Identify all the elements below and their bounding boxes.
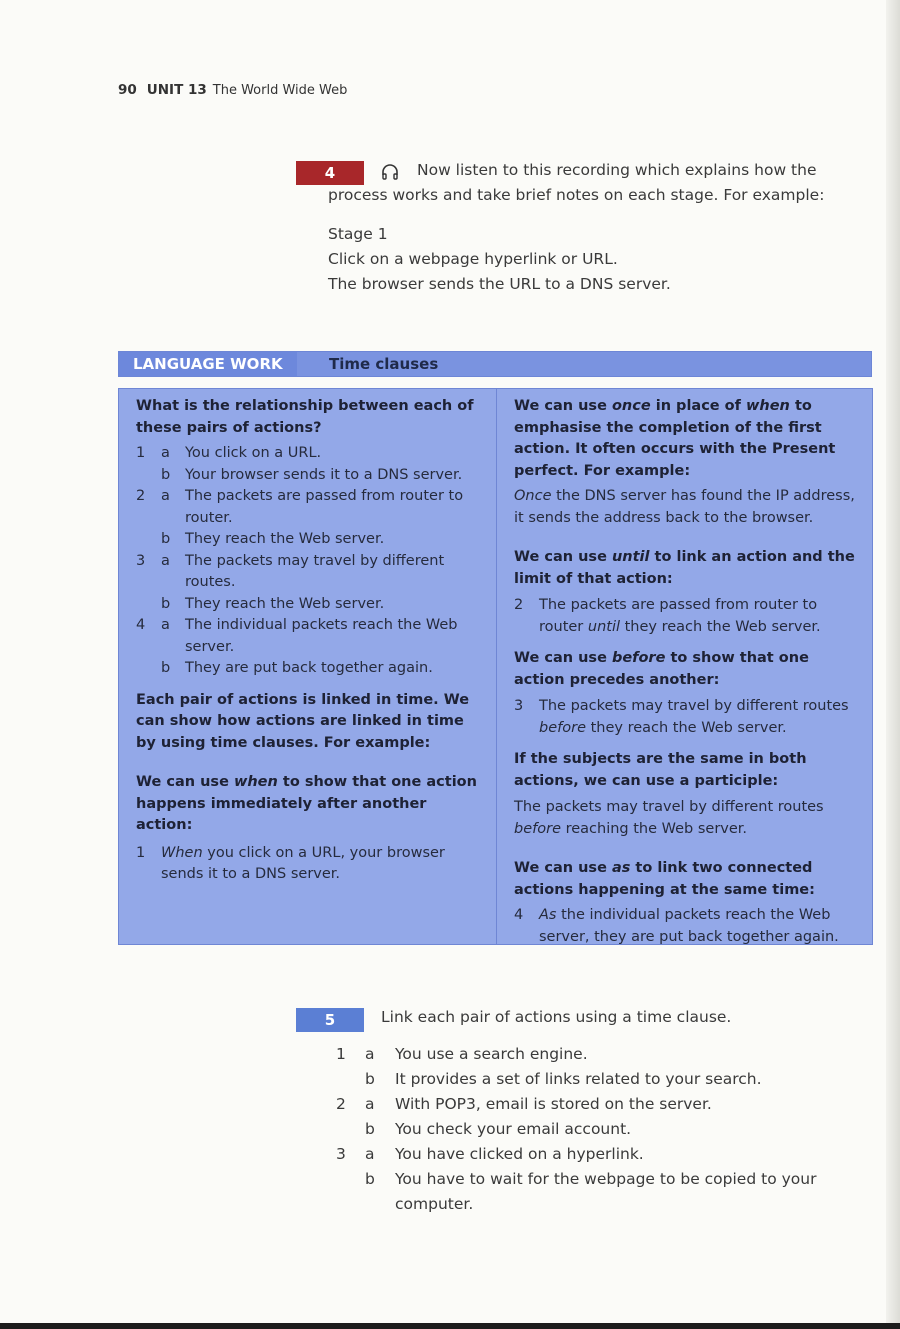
- exercise-4-instruction-line1: Now listen to this recording which explains how the: [417, 161, 817, 179]
- pair-item: b They reach the Web server.: [161, 531, 385, 547]
- before-rule: We can use before to show that one action precedes another:: [514, 650, 809, 688]
- scan-bottom-edge: [0, 1323, 900, 1329]
- list-item: 1 a You use a search engine.: [336, 1045, 588, 1063]
- example-line: Click on a webpage hyperlink or URL.: [328, 250, 618, 268]
- pair-item: b They reach the Web server.: [161, 595, 385, 612]
- pair-item: 2 a The packets are passed from router to router.: [136, 488, 464, 526]
- language-work-topic: Time clauses: [329, 355, 439, 373]
- once-example: Once the DNS server has found the IP address, it sends the address back to the browser.: [514, 488, 855, 526]
- language-work-label: LANGUAGE WORK: [119, 352, 297, 376]
- exercise-4-instruction-line2: process works and take brief notes on each stage. For example:: [328, 186, 825, 204]
- list-item: b You have to wait for the webpage to be copied to your computer.: [365, 1170, 817, 1213]
- list-item: b You check your email account.: [365, 1120, 632, 1138]
- unit-title: The World Wide Web: [212, 83, 348, 98]
- pair-item: b Your browser sends it to a DNS server.: [161, 466, 463, 483]
- linked-in-time-text: Each pair of actions is linked in time. We can show how actions are linked in time by using time clauses. For example:: [136, 691, 470, 751]
- exercise-5-instruction: Link each pair of actions using a time clause.: [381, 1008, 732, 1026]
- pairs-question: What is the relationship between each of these pairs of actions?: [136, 398, 474, 436]
- exercise-5-badge: 5: [296, 1008, 364, 1032]
- list-item: 2 a With POP3, email is stored on the server.: [336, 1095, 712, 1113]
- language-work-left-column: [136, 396, 486, 886]
- until-rule: We can use until to link an action and the limit of that action:: [514, 549, 855, 587]
- list-item: 3 a You have clicked on a hyperlink.: [336, 1145, 644, 1163]
- page-number: 90: [118, 82, 137, 98]
- running-header: [118, 82, 347, 98]
- when-rule: We can use when to show that one action happens immediately after another action:: [136, 774, 477, 833]
- panel-divider: [496, 388, 497, 945]
- list-item: b It provides a set of links related to your search.: [365, 1070, 762, 1088]
- before-example: 3 The packets may travel by different routes before they reach the Web server.: [514, 698, 849, 736]
- as-example: 4 As the individual packets reach the Web server, they are put back together again.: [514, 907, 839, 945]
- once-rule: We can use once in place of when to emphasise the completion of the first action. It often occurs with the Present perfect. For example:: [514, 398, 836, 479]
- until-example: 2 The packets are passed from router to router until they reach the Web server.: [514, 597, 821, 635]
- unit-label: UNIT 13: [146, 82, 207, 98]
- pair-item: 1 a You click on a URL.: [136, 445, 322, 461]
- participle-example: The packets may travel by different routes before reaching the Web server.: [514, 799, 824, 837]
- exercise-5-list: [336, 1042, 836, 1217]
- as-rule: We can use as to link two connected actions happening at the same time:: [514, 860, 815, 898]
- language-work-bar: [118, 351, 872, 377]
- language-work-right-column: [514, 396, 862, 948]
- pair-item: 4 a The individual packets reach the Web server.: [136, 617, 458, 655]
- exercise-4-example: [328, 222, 671, 297]
- participle-rule: If the subjects are the same in both actions, we can use a participle:: [514, 751, 807, 789]
- when-example: 1 When you click on a URL, your browser sends it to a DNS server.: [136, 844, 445, 882]
- exercise-4-badge: 4: [296, 161, 364, 185]
- headphones-icon: [380, 163, 400, 183]
- pair-item: b They are put back together again.: [161, 660, 433, 676]
- pair-item: 3 a The packets may travel by different routes.: [136, 552, 445, 590]
- page-edge: [886, 0, 900, 1329]
- example-stage: Stage 1: [328, 225, 388, 243]
- example-line: The browser sends the URL to a DNS server.: [328, 275, 671, 293]
